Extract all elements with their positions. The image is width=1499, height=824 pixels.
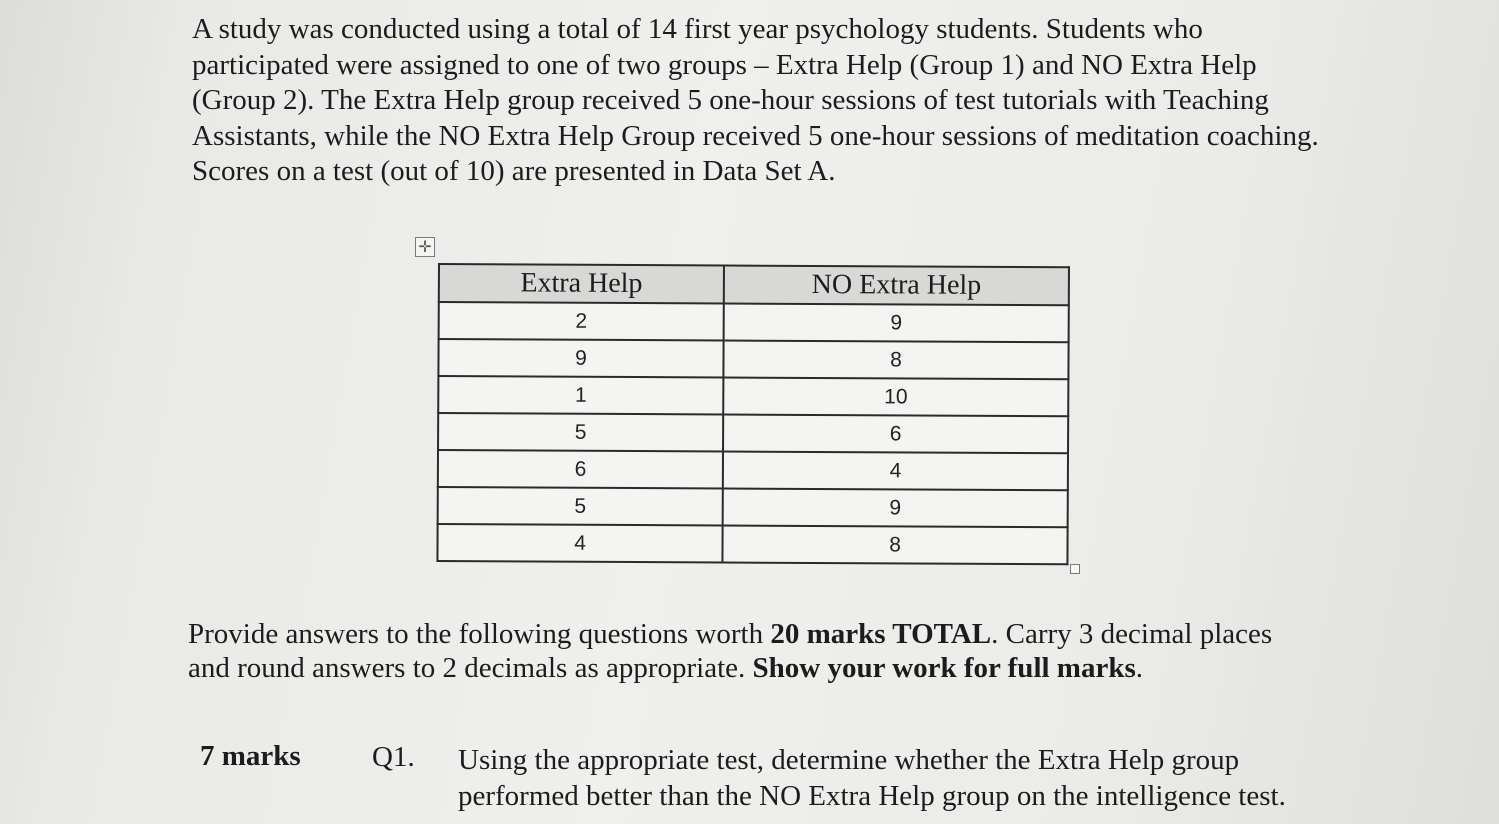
- instructions-text: and round answers to 2 decimals as appropriate.: [188, 652, 753, 684]
- total-marks-text: 20 marks TOTAL: [770, 618, 992, 650]
- cell-extra-help: 1: [438, 376, 723, 414]
- cell-extra-help: 9: [438, 339, 723, 377]
- cell-extra-help: 5: [438, 487, 723, 525]
- cell-no-extra-help: 9: [723, 488, 1068, 527]
- table-row: [438, 376, 1068, 416]
- intro-paragraph: [192, 12, 1332, 190]
- table-move-handle[interactable]: [415, 237, 435, 257]
- table-row: [438, 413, 1068, 453]
- table-row: [438, 487, 1068, 527]
- table-row: [439, 302, 1069, 342]
- intro-line: Assistants, while the NO Extra Help Group received 5 one-hour sessions of meditation coaching.: [192, 119, 1319, 152]
- intro-line: Scores on a test (out of 10) are presented in Data Set A.: [192, 155, 836, 187]
- header-no-extra-help: NO Extra Help: [724, 265, 1069, 305]
- show-work-text: Show your work for full marks: [752, 652, 1136, 684]
- instructions-line: [188, 617, 1298, 651]
- question-text: [458, 742, 1286, 814]
- cell-extra-help: 5: [438, 413, 723, 451]
- cell-no-extra-help: 6: [723, 414, 1068, 453]
- data-set-a-table: [436, 263, 1070, 565]
- move-cross-icon: ✛: [418, 237, 432, 256]
- cell-extra-help: 2: [439, 302, 724, 340]
- instructions-text: Provide answers to the following questions worth: [188, 618, 771, 650]
- question-marks: 7 marks: [200, 740, 301, 772]
- cell-no-extra-help: 8: [723, 525, 1068, 564]
- cell-extra-help: 6: [438, 450, 723, 488]
- table-resize-handle[interactable]: [1070, 564, 1080, 574]
- cell-no-extra-help: 9: [724, 303, 1069, 342]
- intro-line: A study was conducted using a total of 14 first year psychology students. Students who: [192, 13, 1203, 45]
- intro-line: (Group 2). The Extra Help group received 5 one-hour sessions of test tutorials with Teaching: [192, 84, 1269, 116]
- question-number: Q1.: [372, 741, 415, 773]
- header-extra-help: Extra Help: [439, 264, 724, 303]
- table-row: [437, 524, 1067, 564]
- table-row: [438, 339, 1068, 379]
- instructions-line: [188, 651, 1298, 685]
- cell-no-extra-help: 4: [723, 451, 1068, 490]
- instructions-text: . Carry 3 decimal places: [991, 618, 1273, 650]
- intro-line: participated were assigned to one of two groups – Extra Help (Group 1) and NO Extra Help: [192, 48, 1257, 81]
- table-header-row: [439, 264, 1069, 305]
- cell-extra-help: 4: [437, 524, 722, 562]
- cell-no-extra-help: 8: [724, 340, 1069, 379]
- table-row: [438, 450, 1068, 490]
- question-line: Using the appropriate test, determine whether the Extra Help group: [458, 744, 1240, 776]
- instructions-paragraph: [188, 617, 1298, 685]
- question-line: performed better than the NO Extra Help group on the intelligence test.: [458, 780, 1286, 812]
- instructions-text: .: [1135, 652, 1143, 684]
- cell-no-extra-help: 10: [723, 377, 1068, 416]
